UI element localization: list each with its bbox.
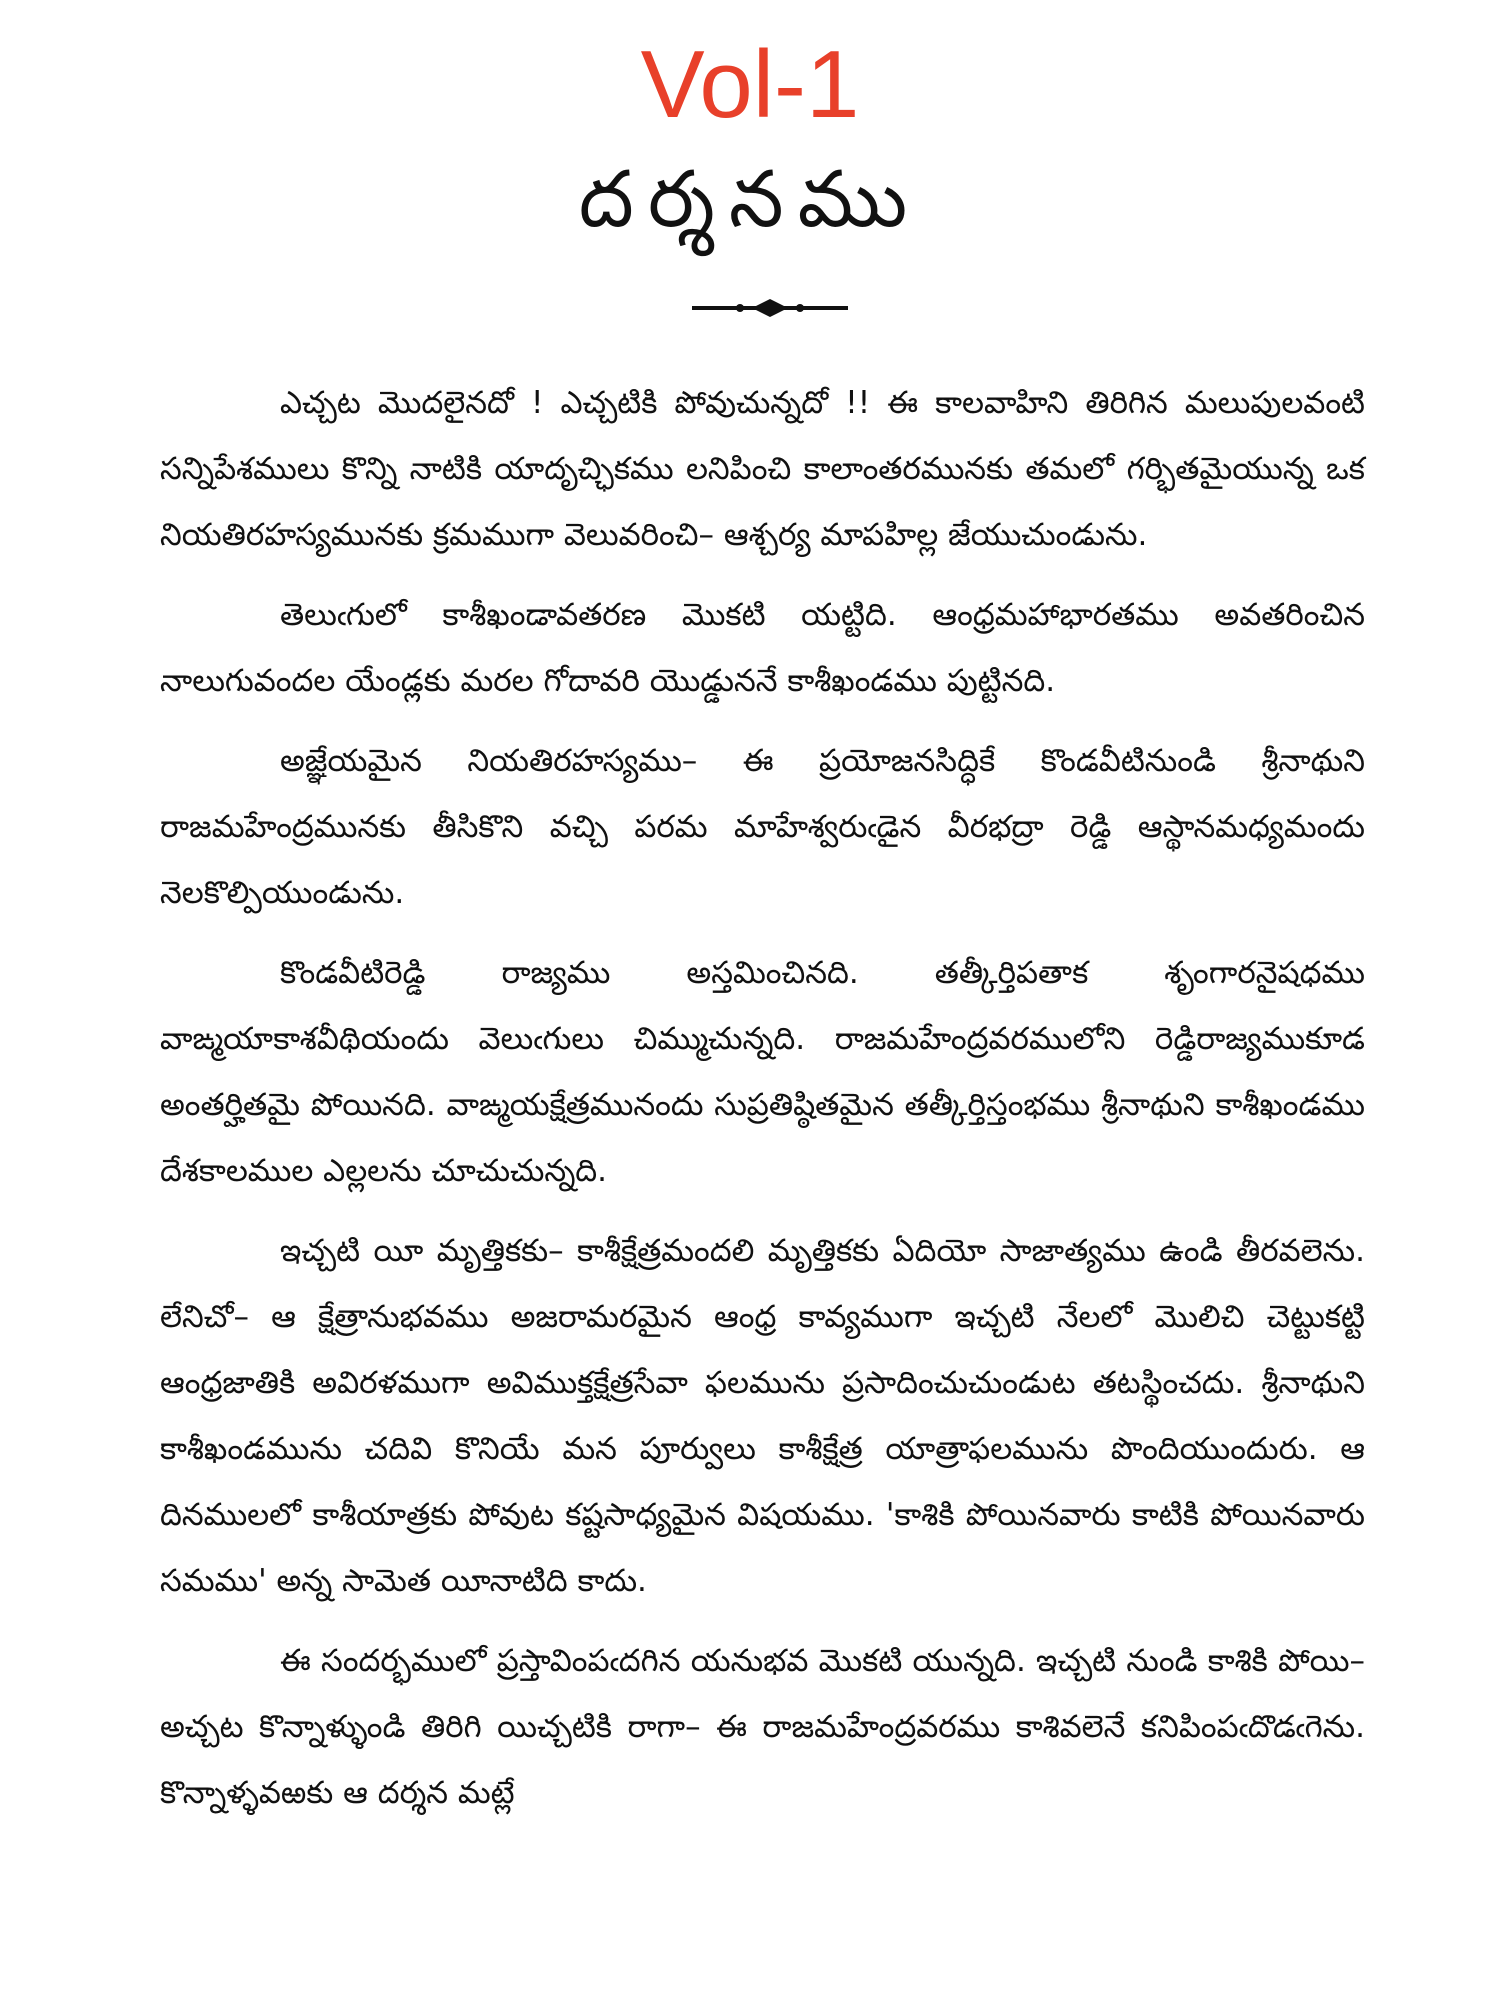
paragraph: ఈ సందర్భములో ప్రస్తావింపఁదగిన యనుభవ మొకటి యున్నది. ఇచ్చటి నుండి కాశికి పోయి– అచ్చట కొన్నాళ్ళుండి తిరిగి యిచ్చటికి రాగా– ఈ రాజమహేంద్రవరము కాశివలెనే కనిపింపఁదొడఁగెను. కొన్నాళ్ళవఱకు ఆ దర్శన మట్లే	[160, 1643, 1365, 1811]
paragraph: ఇచ్చటి యీ మృత్తికకు– కాశీక్షేత్రమందలి మృత్తికకు ఏదియో సాజాత్యము ఉండి తీరవలెను. లేనిచో– ఆ క్షేత్రానుభవము అజరామరమైన ఆంధ్ర కావ్యముగా ఇచ్చటి నేలలో మొలిచి చెట్టుకట్టి ఆంధ్రజాతికి అవిరళముగా అవిముక్తక్షేత్రసేవా ఫలమును ప్రసాదించుచుండుట తటస్థించదు. శ్రీనాథుని కాశీఖండమును చదివి కొనియే మన పూర్వులు కాశీక్షేత్ర యాత్రాఫలమును పొందియుందురు. ఆ దినములలో కాశీయాత్రకు పోవుట కష్టసాధ్యమైన విషయము. 'కాశికి పోయినవారు కాటికి పోయినవారు సమము' అన్న సామెత యీనాటిది కాదు.	[160, 1233, 1365, 1599]
divider-ornament-icon	[690, 296, 850, 320]
paragraph: కొండవీటిరెడ్డి రాజ్యము అస్తమించినది. తత్కీర్తిపతాక శృంగారనైషధము వాఙ్మయాకాశవీథియందు వెలుఁగులు చిమ్ముచున్నది. రాజమహేంద్రవరములోని రెడ్డిరాజ్యముకూడ అంతర్హితమై పోయినది. వాఙ్మయక్షేత్రమునందు సుప్రతిష్ఠితమైన తత్కీర్తిస్తంభము శ్రీనాథుని కాశీఖండము దేశకాలముల ఎల్లలను చూచుచున్నది.	[160, 955, 1365, 1189]
paragraph: తెలుఁగులో కాశీఖండావతరణ మొకటి యట్టిది. ఆంధ్రమహాభారతము అవతరించిన నాలుగువందల యేండ్లకు మరల గోదావరి యొడ్డుననే కాశీఖండము పుట్టినది.	[160, 597, 1365, 699]
volume-label: Vol-1	[640, 31, 860, 138]
page-title: దర్శనము	[578, 155, 922, 245]
paragraph: ఎచ్చట మొదలైనదో ! ఎచ్చటికి పోవుచున్నదో !! ఈ కాలవాహిని తిరిగిన మలుపులవంటి సన్నిపేశములు కొన్ని నాటికి యాదృచ్ఛికము లనిపించి కాలాంతరమునకు తమలో గర్భితమైయున్న ఒక నియతిరహస్యమునకు క్రమముగా వెలువరించి– ఆశ్చర్య మాపహిల్ల జేయుచుండును.	[160, 385, 1365, 553]
body-text	[160, 370, 1365, 1826]
paragraph: అజ్ఞేయమైన నియతిరహస్యము– ఈ ప్రయోజనసిద్ధికే కొండవీటినుండి శ్రీనాథుని రాజమహేంద్రమునకు తీసికొని వచ్చి పరమ మాహేశ్వరుఁడైన వీరభద్రా రెడ్డి ఆస్థానమధ్యమందు నెలకొల్పియుండును.	[160, 743, 1365, 911]
